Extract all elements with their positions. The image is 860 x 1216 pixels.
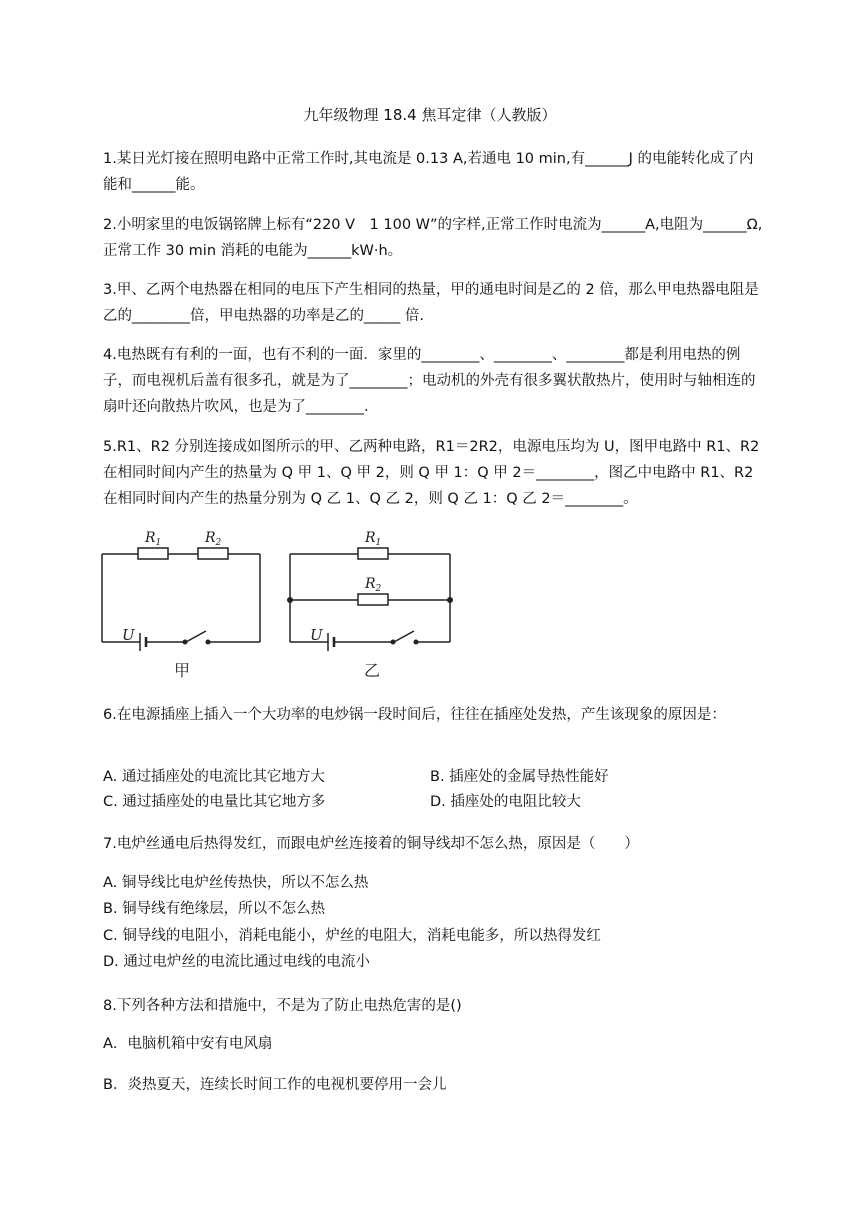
label-r1-right: $R_1$ [365, 530, 382, 548]
junction-right [447, 597, 453, 603]
label-r2-right: $R_2$ [365, 576, 382, 594]
question-4: 4.电热既有有利的一面，也有不利的一面．家里的________、________、________都是利用电热的例子，而电视机后盖有很多孔，就是为了________；电动机的外壳有很多翼状散热片，使用时与轴相连的扇叶还向散热片吹风，也是为了________. [103, 347, 756, 415]
label-r2-left: $R_2$ [205, 530, 222, 548]
q7-option-d: D. 通过电炉丝的电流比通过电线的电流小 [103, 954, 370, 970]
q6-option-c: C. 通过插座处的电量比其它地方多 [103, 794, 326, 810]
q7-option-c: C. 铜导线的电阻小，消耗电能小，炉丝的电阻大，消耗电能多，所以热得发红 [103, 928, 601, 944]
question-6: 6.在电源插座上插入一个大功率的电炒锅一段时间后，往往在插座处发热，产生该现象的原因是： [103, 707, 726, 723]
q7-option-b: B. 铜导线有绝缘层，所以不怎么热 [103, 901, 326, 917]
resistor-r2-right [358, 594, 388, 605]
switch-left [186, 631, 206, 642]
resistor-r2-left [198, 548, 228, 559]
q7-option-a: A. 铜导线比电炉丝传热快，所以不怎么热 [103, 875, 369, 891]
q6-option-a: A. 通过插座处的电流比其它地方大 [103, 769, 325, 785]
label-u-right: U [310, 626, 323, 644]
resistor-r1-left [138, 548, 168, 559]
junction-left [287, 597, 293, 603]
q8-option-a: A．电脑机箱中安有电风扇 [103, 1036, 273, 1052]
resistor-r1-right [358, 548, 388, 559]
question-8: 8.下列各种方法和措施中，不是为了防止电热危害的是() [103, 998, 462, 1014]
question-3: 3.甲、乙两个电热器在相同的电压下产生相同的热量，甲的通电时间是乙的 2 倍，那么甲电热器电阻是乙的________倍，甲电热器的功率是乙的_____ 倍. [103, 282, 759, 324]
circuit-diagrams [90, 522, 470, 692]
label-jia: 甲 [174, 661, 191, 680]
label-yi: 乙 [364, 661, 381, 680]
question-2: 2.小明家里的电饭锅铭牌上标有“220 V 1 100 W”的字样,正常工作时电流为______A,电阻为______Ω,正常工作 30 min 消耗的电能为______kW·h。 [103, 217, 763, 259]
q6-option-d: D. 插座处的电阻比较大 [430, 794, 581, 810]
q6-option-b: B. 插座处的金属导热性能好 [430, 769, 609, 785]
page-title: 九年级物理 18.4 焦耳定律（人教版） [303, 106, 557, 124]
question-7: 7.电炉丝通电后热得发红，而跟电炉丝连接着的铜导线却不怎么热，原因是（ ） [103, 836, 639, 852]
q8-option-b: B．炎热夏天，连续长时间工作的电视机要停用一会儿 [103, 1077, 447, 1093]
switch-right [394, 631, 414, 642]
label-u-left: U [122, 626, 135, 644]
question-1: 1.某日光灯接在照明电路中正常工作时,其电流是 0.13 A,若通电 10 min,有______J 的电能转化成了内能和______能。 [103, 151, 754, 193]
question-5: 5.R1、R2 分别连接成如图所示的甲、乙两种电路，R1＝2R2，电源电压均为 U，图甲电路中 R1、R2 在相同时间内产生的热量为 Q 甲 1、Q 甲 2，则 Q 甲 1：Q 甲 2＝________，图乙中电路中 R1、R2 在相同时间内产生的热量分别为 Q 乙 1、Q 乙 2，则 Q 乙 1：Q 乙 2＝________。 [103, 439, 760, 507]
label-r1-left: $R_1$ [145, 530, 162, 548]
